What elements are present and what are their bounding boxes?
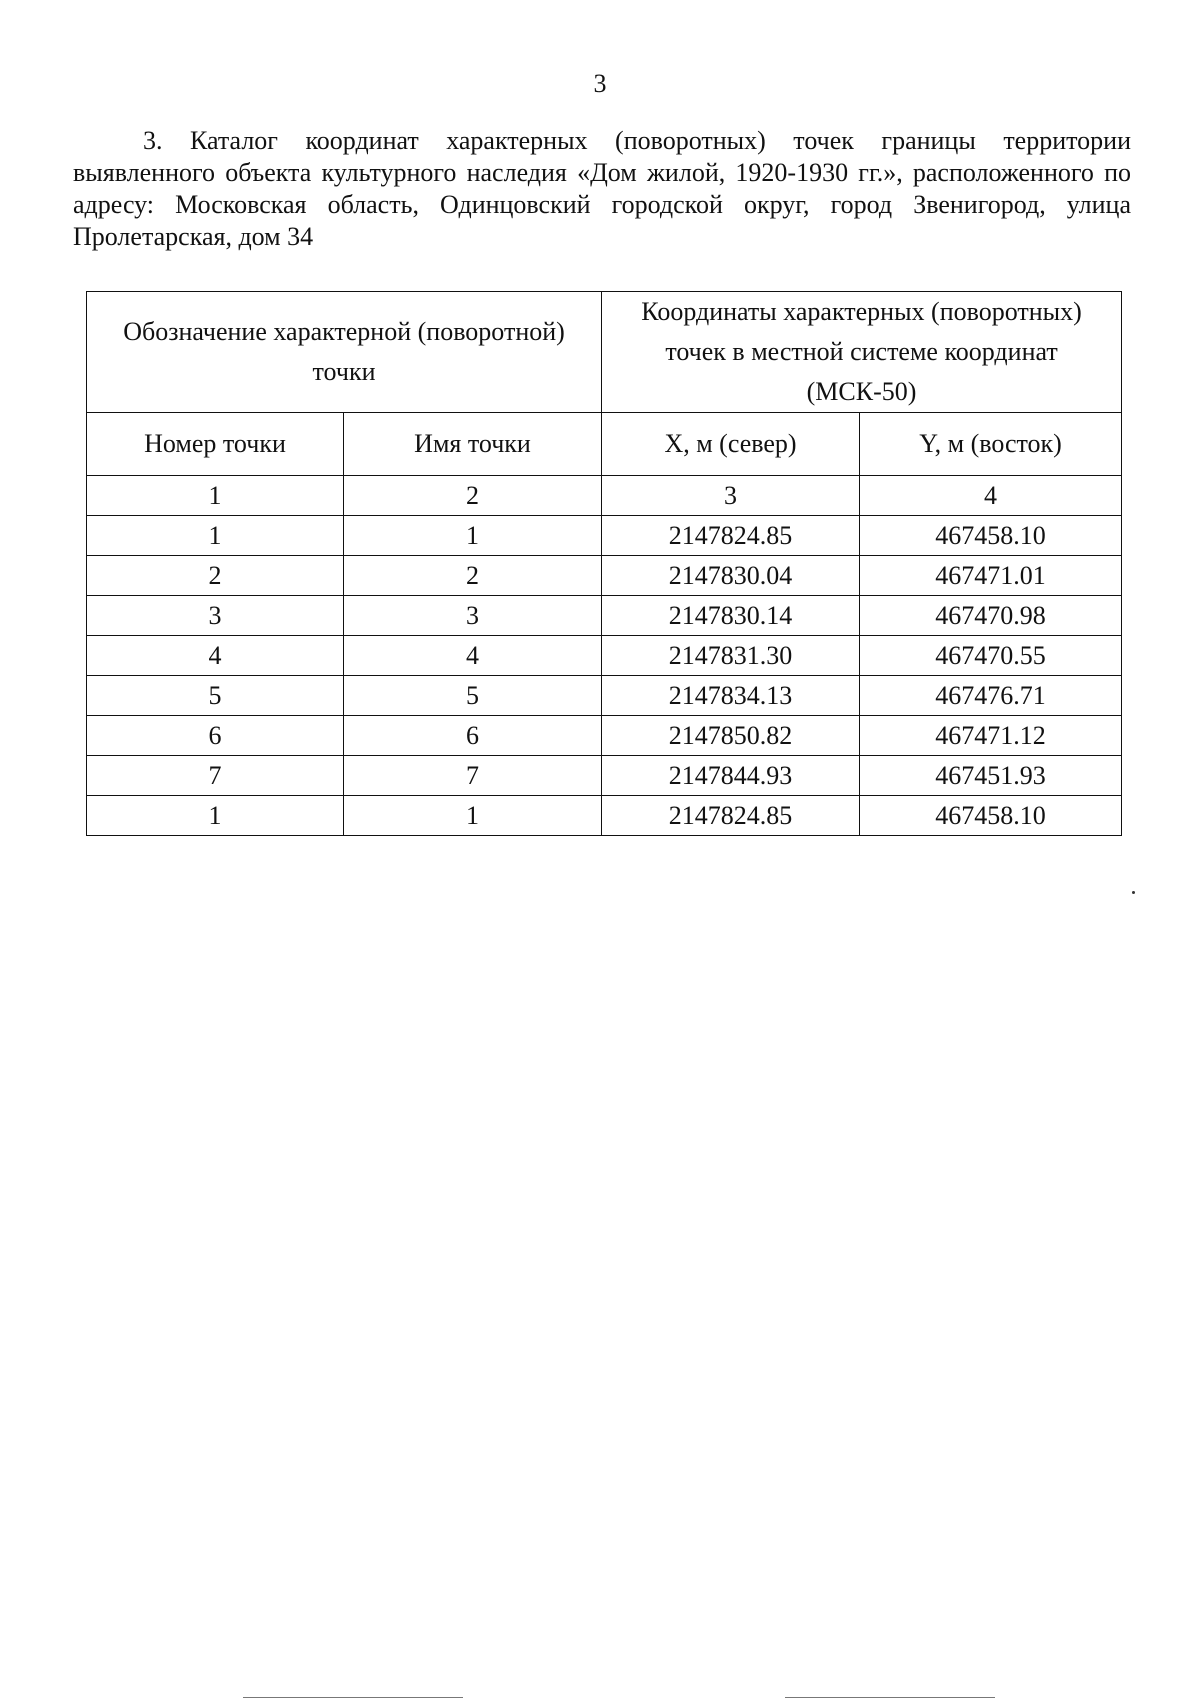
table-row — [87, 716, 1122, 756]
coordinates-table — [86, 291, 1122, 836]
cell-point-number: 3 — [87, 596, 344, 636]
cell-point-name: 7 — [344, 756, 602, 796]
column-number: 1 — [87, 476, 344, 516]
cell-point-number: 7 — [87, 756, 344, 796]
cell-y: 467470.98 — [860, 596, 1122, 636]
column-number: 3 — [602, 476, 860, 516]
cell-point-number: 1 — [87, 796, 344, 836]
column-number-row — [87, 476, 1122, 516]
cell-y: 467471.12 — [860, 716, 1122, 756]
cell-point-name: 3 — [344, 596, 602, 636]
cell-x: 2147824.85 — [602, 796, 860, 836]
cell-point-number: 5 — [87, 676, 344, 716]
table-row — [87, 636, 1122, 676]
table-header-group-row — [87, 292, 1122, 413]
header-coordinates: Координаты характерных (поворотных) точек в местной системе координат (МСК-50) — [602, 292, 1122, 413]
cell-x: 2147831.30 — [602, 636, 860, 676]
header-point-designation: Обозначение характерной (поворотной) точки — [87, 292, 602, 413]
table-row — [87, 676, 1122, 716]
cell-x: 2147834.13 — [602, 676, 860, 716]
header-point-number: Номер точки — [87, 413, 344, 476]
page-number: 3 — [593, 69, 607, 98]
column-number: 2 — [344, 476, 602, 516]
cell-y: 467458.10 — [860, 796, 1122, 836]
footer-rule-right — [785, 1697, 995, 1698]
table-row — [87, 796, 1122, 836]
cell-x: 2147844.93 — [602, 756, 860, 796]
cell-y: 467476.71 — [860, 676, 1122, 716]
cell-point-number: 2 — [87, 556, 344, 596]
cell-y: 467470.55 — [860, 636, 1122, 676]
cell-y: 467471.01 — [860, 556, 1122, 596]
cell-point-name: 2 — [344, 556, 602, 596]
cell-x: 2147824.85 — [602, 516, 860, 556]
header-x-north: X, м (север) — [602, 413, 860, 476]
section-heading: 3. Каталог координат характерных (поворотных) точек границы территории выявленного объекта культурного наследия «Дом жилой, 1920-1930 гг.», расположенного по адресу: Московская область, Одинцовский городской округ, город Звенигород, улица Пролетарская, дом 34 — [73, 126, 1131, 251]
table-row — [87, 756, 1122, 796]
header-y-east: Y, м (восток) — [860, 413, 1122, 476]
header-point-name: Имя точки — [344, 413, 602, 476]
cell-point-number: 6 — [87, 716, 344, 756]
cell-point-name: 4 — [344, 636, 602, 676]
cell-point-number: 1 — [87, 516, 344, 556]
cell-point-name: 1 — [344, 796, 602, 836]
table-header-row — [87, 413, 1122, 476]
column-number: 4 — [860, 476, 1122, 516]
cell-x: 2147830.14 — [602, 596, 860, 636]
table-row — [87, 556, 1122, 596]
cell-x: 2147850.82 — [602, 716, 860, 756]
cell-y: 467451.93 — [860, 756, 1122, 796]
table-row — [87, 516, 1122, 556]
cell-point-name: 5 — [344, 676, 602, 716]
table-row — [87, 596, 1122, 636]
cell-x: 2147830.04 — [602, 556, 860, 596]
cell-point-name: 1 — [344, 516, 602, 556]
cell-point-number: 4 — [87, 636, 344, 676]
cell-y: 467458.10 — [860, 516, 1122, 556]
footer-rule-left — [243, 1697, 463, 1698]
scan-speck — [1132, 891, 1135, 894]
cell-point-name: 6 — [344, 716, 602, 756]
